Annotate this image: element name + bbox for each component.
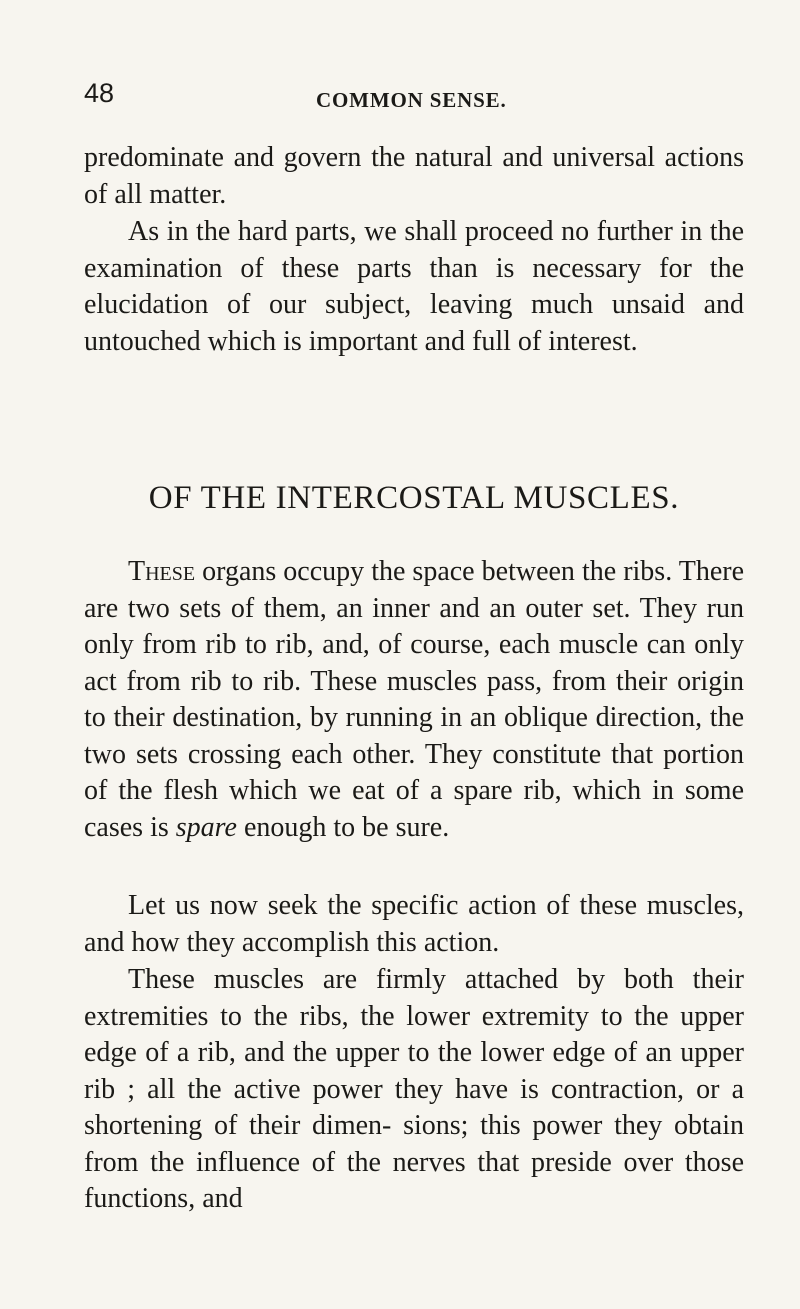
- paragraph-hard-parts: [84, 214, 744, 360]
- paragraph-specific-action-text: Let us now seek the specific action of these muscles, and how they accomplish this action.: [84, 890, 744, 958]
- running-head: COMMON SENSE.: [316, 88, 507, 112]
- paragraph-continuation: predominate and govern the natural and universal actions of all matter.: [84, 142, 744, 210]
- paragraph-hard-parts-text: As in the hard parts, we shall proceed no further in the examination of these parts than is necessary for the elucidation of our subject, leaving much unsaid and untouched which is important and full of interest.: [84, 216, 744, 357]
- page-number: 48: [84, 78, 115, 108]
- emphasis-spare: spare: [175, 811, 237, 843]
- paragraph-attachment: [84, 962, 744, 1218]
- paragraph-attachment-text: These muscles are firmly attached by both their extremities to the ribs, the lower extremity to the upper edge of a rib, and the upper to the lower edge of an upper rib ; all the active power they have is contraction, or a shortening of their dimen- sions; this power they obtain from the influence of the nerves that preside over those functions, and: [84, 964, 744, 1214]
- paragraph-text-b: enough to be sure.: [236, 811, 450, 843]
- paragraph-intercostal-intro: [84, 554, 744, 846]
- paragraph-text-a: organs occupy the space between the ribs. There are two sets of them, an inner and an outer set. They run only from rib to rib, and, of course, each muscle can only act from rib to rib. These muscles pass, from their origin to their destination, by running in an oblique direction, the two sets crossing each other. They constitute that portion of the flesh which we eat of a spare rib, which in some cases is: [84, 556, 744, 843]
- section-heading: OF THE INTERCOSTAL MUSCLES.: [148, 480, 680, 516]
- paragraph-specific-action: [84, 888, 744, 961]
- page-header: [84, 78, 744, 118]
- small-caps-lead: These: [128, 556, 196, 587]
